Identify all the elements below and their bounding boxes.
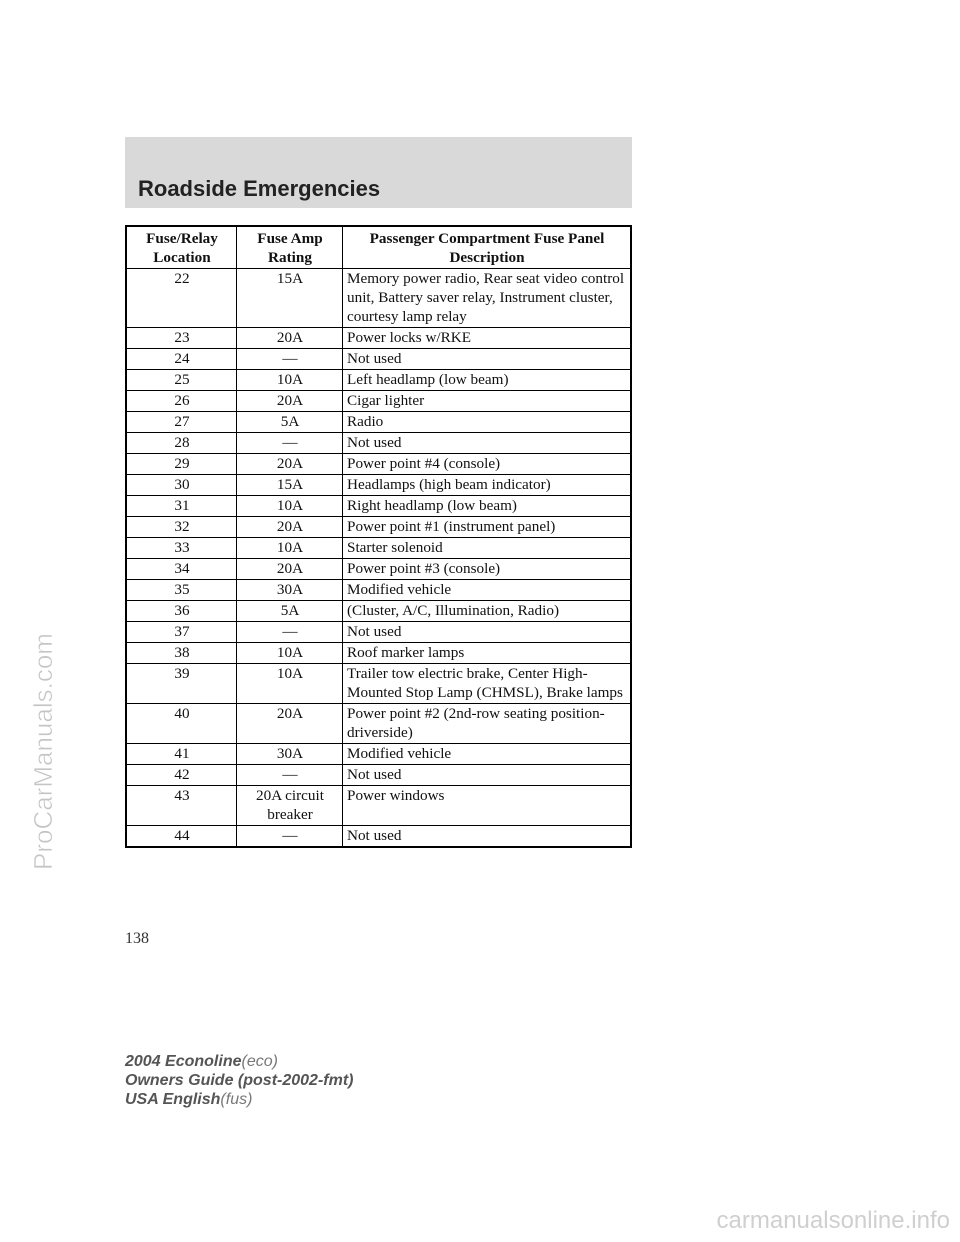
footer-line-model [125,1052,353,1071]
cell-rating: 15A [237,269,343,328]
column-header-rating: Fuse Amp Rating [237,226,343,269]
column-header-description: Passenger Compartment Fuse Panel Description [343,226,632,269]
table-row [126,496,631,517]
cell-description: Power point #4 (console) [343,454,632,475]
cell-description: Power point #2 (2nd-row seating position-driverside) [343,704,632,744]
table-row [126,475,631,496]
cell-location: 29 [126,454,237,475]
cell-description: Memory power radio, Rear seat video control unit, Battery saver relay, Instrument cluster, courtesy lamp relay [343,269,632,328]
side-watermark: ProCarManuals.com [28,633,58,870]
table-row [126,580,631,601]
table-row [126,664,631,704]
cell-description: Not used [343,433,632,454]
table-header-row [126,226,631,269]
cell-description: Modified vehicle [343,744,632,765]
page-number: 138 [125,930,149,947]
footer-model: 2004 Econoline [125,1053,242,1070]
table-row [126,826,631,848]
cell-rating: 30A [237,580,343,601]
cell-description: Not used [343,765,632,786]
cell-location: 32 [126,517,237,538]
footer-language: USA English [125,1091,221,1108]
table-row [126,643,631,664]
cell-rating: 10A [237,643,343,664]
cell-location: 39 [126,664,237,704]
table-row [126,786,631,826]
cell-rating: 20A [237,517,343,538]
cell-rating: 20A [237,559,343,580]
cell-rating: — [237,765,343,786]
cell-description: Modified vehicle [343,580,632,601]
cell-location: 34 [126,559,237,580]
cell-description: Not used [343,349,632,370]
table-body [126,269,631,848]
cell-rating: — [237,433,343,454]
table-row [126,433,631,454]
cell-description: Power point #1 (instrument panel) [343,517,632,538]
cell-location: 22 [126,269,237,328]
cell-location: 31 [126,496,237,517]
cell-description: Cigar lighter [343,391,632,412]
cell-description: Trailer tow electric brake, Center High-Mounted Stop Lamp (CHMSL), Brake lamps [343,664,632,704]
cell-description: Starter solenoid [343,538,632,559]
cell-rating: 5A [237,412,343,433]
cell-location: 30 [126,475,237,496]
cell-location: 40 [126,704,237,744]
footer-language-code: (fus) [220,1091,253,1108]
section-title: Roadside Emergencies [138,176,381,201]
footer-line-guide [125,1071,353,1090]
table-row [126,704,631,744]
cell-rating: 10A [237,370,343,391]
footer-guide: Owners Guide (post-2002-fmt) [125,1072,354,1089]
cell-rating: 20A [237,391,343,412]
cell-description: Power locks w/RKE [343,328,632,349]
table-row [126,269,631,328]
cell-description: Not used [343,622,632,643]
table-row [126,559,631,580]
table-row [126,328,631,349]
bottom-watermark: carmanualsonline.info [716,1207,950,1234]
document-footer [125,1052,353,1109]
table-row [126,454,631,475]
cell-location: 38 [126,643,237,664]
cell-rating: 30A [237,744,343,765]
cell-rating: 20A [237,454,343,475]
column-header-location: Fuse/Relay Location [126,226,237,269]
cell-location: 41 [126,744,237,765]
cell-description: Roof marker lamps [343,643,632,664]
footer-model-code: (eco) [241,1053,278,1070]
table-row [126,601,631,622]
cell-location: 42 [126,765,237,786]
cell-rating: 10A [237,538,343,559]
cell-rating: 10A [237,496,343,517]
cell-rating: 20A [237,704,343,744]
cell-rating: — [237,826,343,848]
table-row [126,744,631,765]
cell-description: Radio [343,412,632,433]
cell-location: 43 [126,786,237,826]
cell-location: 28 [126,433,237,454]
cell-rating: 20A circuit breaker [237,786,343,826]
cell-location: 24 [126,349,237,370]
cell-location: 36 [126,601,237,622]
fuse-table [125,225,632,848]
cell-location: 37 [126,622,237,643]
cell-description: Right headlamp (low beam) [343,496,632,517]
footer-line-language [125,1090,353,1109]
cell-description: Left headlamp (low beam) [343,370,632,391]
cell-location: 33 [126,538,237,559]
table-row [126,370,631,391]
cell-rating: — [237,349,343,370]
table-row [126,622,631,643]
cell-location: 35 [126,580,237,601]
table-row [126,349,631,370]
cell-rating: 5A [237,601,343,622]
table-row [126,765,631,786]
cell-description: (Cluster, A/C, Illumination, Radio) [343,601,632,622]
cell-location: 44 [126,826,237,848]
cell-description: Power point #3 (console) [343,559,632,580]
cell-location: 23 [126,328,237,349]
cell-location: 26 [126,391,237,412]
table-row [126,412,631,433]
cell-description: Power windows [343,786,632,826]
cell-rating: 15A [237,475,343,496]
cell-location: 25 [126,370,237,391]
cell-rating: — [237,622,343,643]
cell-location: 27 [126,412,237,433]
table-row [126,538,631,559]
cell-rating: 10A [237,664,343,704]
table-row [126,391,631,412]
cell-description: Not used [343,826,632,848]
cell-description: Headlamps (high beam indicator) [343,475,632,496]
table-row [126,517,631,538]
cell-rating: 20A [237,328,343,349]
